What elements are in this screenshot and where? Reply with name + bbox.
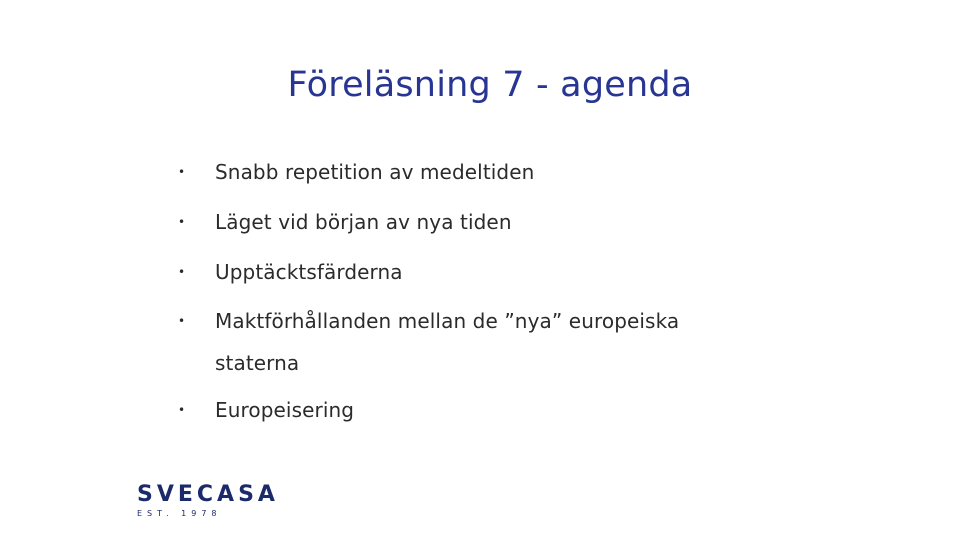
agenda-item <box>172 300 755 384</box>
agenda-item-text: Europeisering <box>215 398 355 422</box>
agenda-item-text: Upptäcktsfärderna <box>215 260 403 284</box>
agenda-item <box>172 206 772 238</box>
agenda-item-text: Läget vid början av nya tiden <box>215 210 512 234</box>
agenda-item-text: Snabb repetition av medeltiden <box>215 160 535 184</box>
agenda-list <box>172 156 772 444</box>
logo-wordmark: SVECASA <box>137 482 279 507</box>
svecasa-logo <box>137 483 297 523</box>
agenda-item <box>172 394 772 426</box>
bullet-icon: • <box>178 265 186 279</box>
bullet-icon: • <box>178 403 186 417</box>
bullet-icon: • <box>178 165 186 179</box>
logo-tagline: EST. 1978 <box>137 509 222 518</box>
bullet-icon: • <box>178 314 186 328</box>
agenda-item-text: Maktförhållanden mellan de ”nya” europeiska staterna <box>215 309 680 375</box>
slide-title: Föreläsning 7 - agenda <box>287 65 693 105</box>
agenda-item <box>172 156 772 188</box>
bullet-icon: • <box>178 215 186 229</box>
agenda-item <box>172 256 772 288</box>
